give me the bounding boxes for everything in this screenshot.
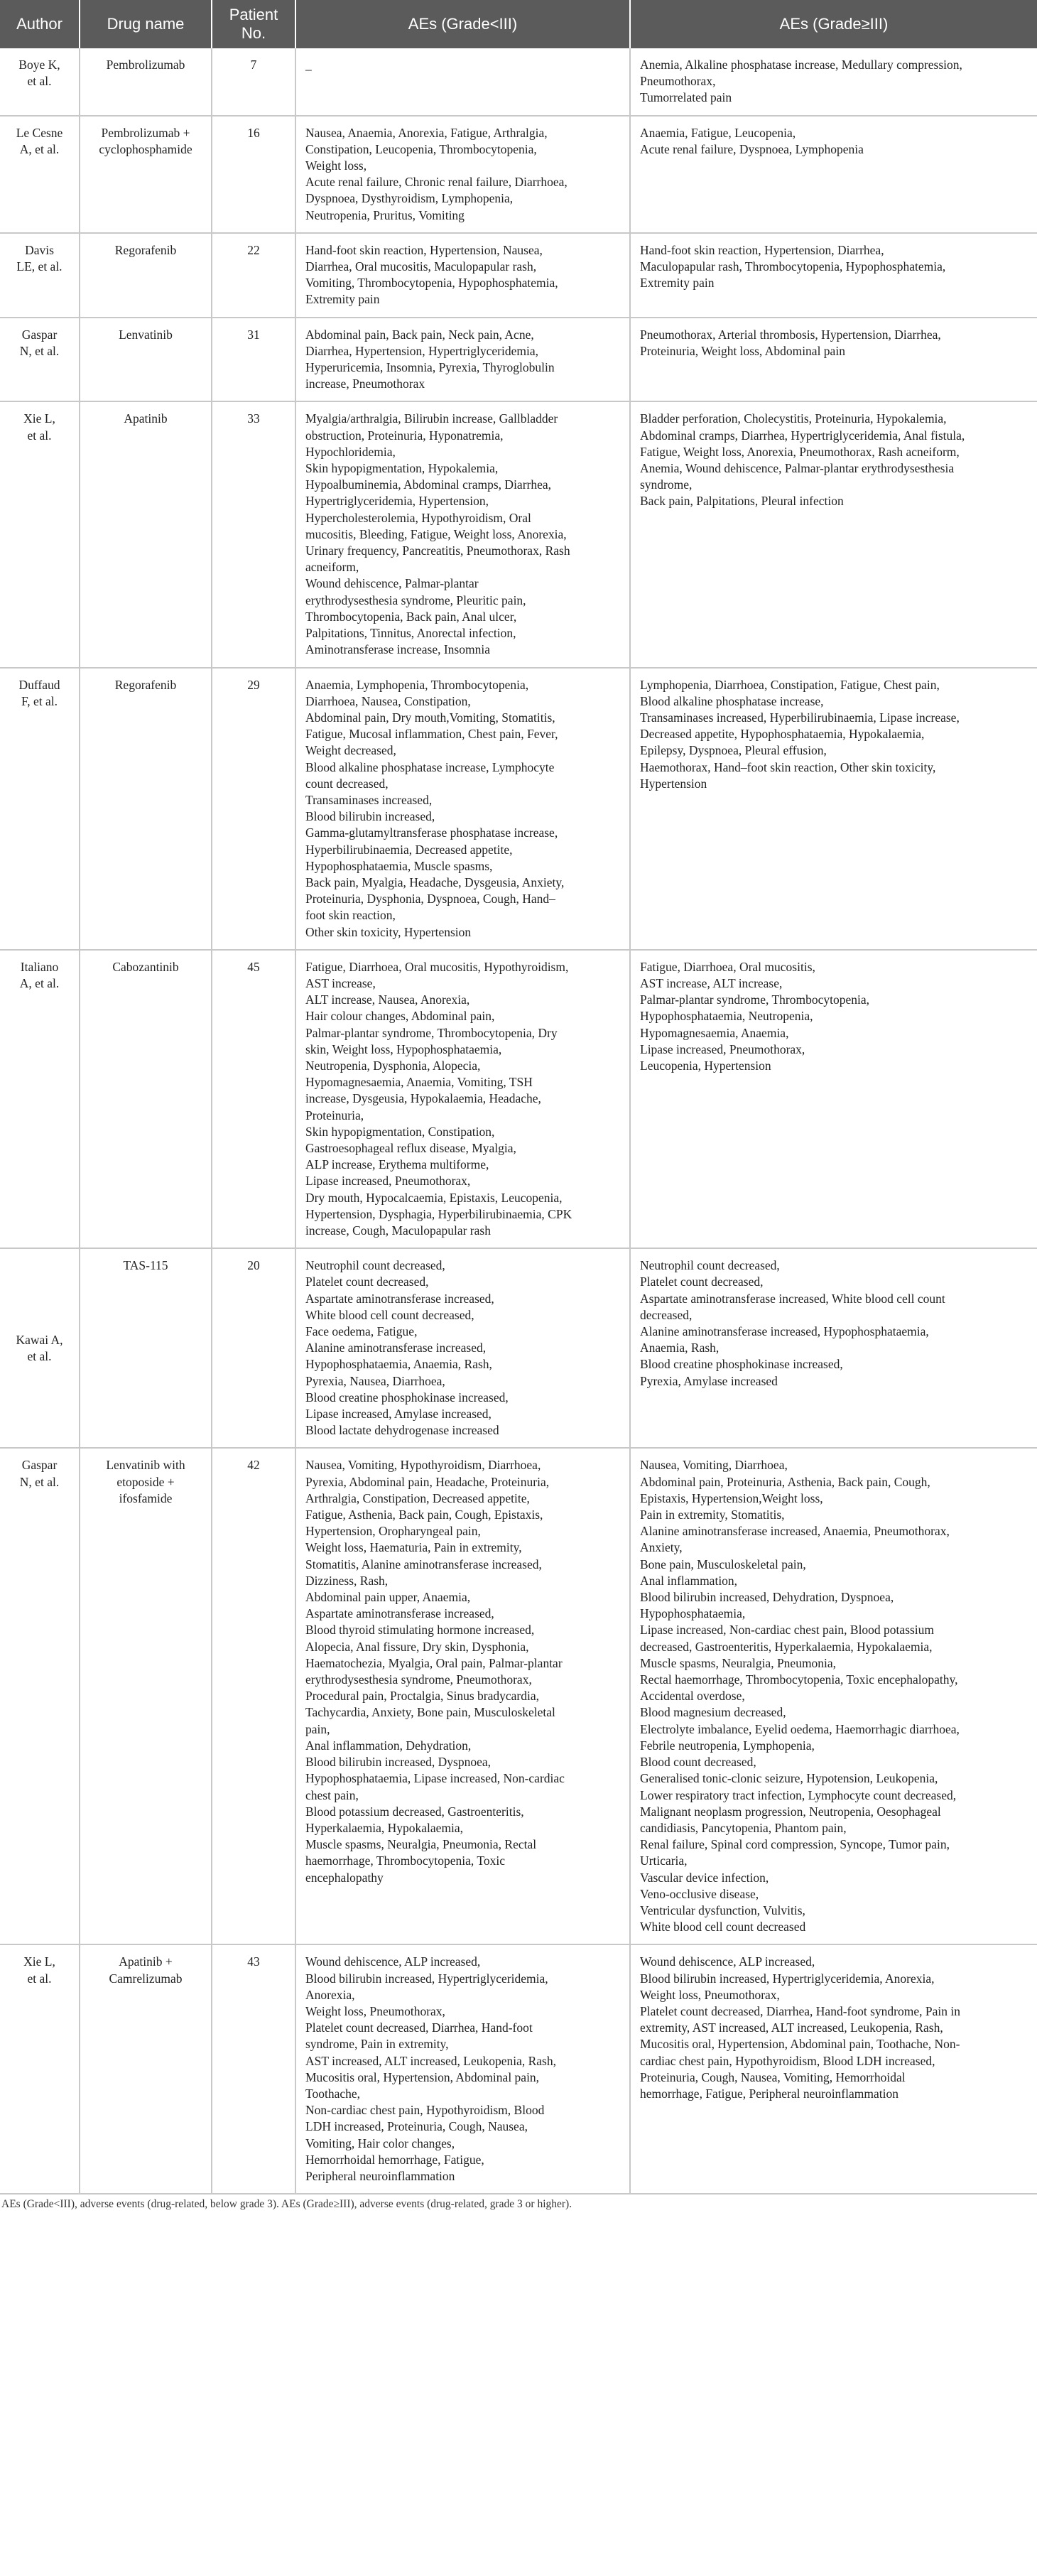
patient-count-cell: 31 <box>212 318 295 402</box>
aes-grade-3-or-higher-cell: Wound dehiscence, ALP increased, Blood bilirubin increased, Hypertriglyceridemia, Anorexia, Weight loss, Pneumothorax, Platelet count decreased, Diarrhea, Hand-foot syndrome, Pain in extremity, AST increased, ALT increased, Leukopenia, Rash, Mucositis oral, Hypertension, Abdominal pain, Toothache, Non- cardiac chest pain, Hypothyroidism, Blood LDH increased, Proteinuria, Cough, Nausea, Vomiting, Hemorrhoidal hemorrhage, Fatigue, Peripheral neuroinflammation <box>630 1944 1037 2194</box>
author-cell: Gaspar N, et al. <box>0 318 80 402</box>
aes-grade-3-or-higher-cell: Hand-foot skin reaction, Hypertension, Diarrhea, Maculopapular rash, Thrombocytopenia, Hypophosphatemia, Extremity pain <box>630 233 1037 318</box>
aes-grade-3-or-higher-cell: Fatigue, Diarrhoea, Oral mucositis, AST increase, ALT increase, Palmar-plantar syndrome, Thrombocytopenia, Hypophosphataemia, Neutropenia, Hypomagnesaemia, Anaemia, Lipase increased, Pneumothorax, Leucopenia, Hypertension <box>630 950 1037 1248</box>
drug-name-cell: Pembrolizumab <box>80 48 212 116</box>
aes-grade-3-or-higher-cell: Bladder perforation, Cholecystitis, Proteinuria, Hypokalemia, Abdominal cramps, Diarrhea, Hypertriglyceridemia, Anal fistula, Fatigue, Weight loss, Anorexia, Pneumothorax, Rash acneiform, Anemia, Wound dehiscence, Palmar-plantar erythrodysesthesia syndrome, Back pain, Palpitations, Pleural infection <box>630 401 1037 667</box>
aes-grade-3-or-higher-cell: Nausea, Vomiting, Diarrhoea, Abdominal pain, Proteinuria, Asthenia, Back pain, Cough, Epistaxis, Hypertension,Weight loss, Pain in extremity, Stomatitis, Alanine aminotransferase increased, Anaemia, Pneumothorax, Anxiety, Bone pain, Musculoskeletal pain, Anal inflammation, Blood bilirubin increased, Dehydration, Dyspnoea, Hypophosphataemia, Lipase increased, Non-cardiac chest pain, Blood potassium decreased, Gastroenteritis, Hyperkalaemia, Hypokalaemia, Muscle spasms, Neuralgia, Pneumonia, Rectal haemorrhage, Thrombocytopenia, Toxic encephalopathy, Accidental overdose, Blood magnesium decreased, Electrolyte imbalance, Eyelid oedema, Haemorrhagic diarrhoea, Febrile neutropenia, Lymphopenia, Blood count decreased, Generalised tonic-clonic seizure, Hypotension, Leukopenia, Lower respiratory tract infection, Lymphocyte count decreased, Malignant neoplasm progression, Neutropenia, Oesophageal candidiasis, Pancytopenia, Phantom pain, Renal failure, Spinal cord compression, Syncope, Tumor pain, Urticaria, Vascular device infection, Veno-occlusive disease, Ventricular dysfunction, Vulvitis, White blood cell count decreased <box>630 1448 1037 1944</box>
header-aes-below-grade-3: AEs (Grade<III) <box>295 0 630 48</box>
table-row <box>0 116 1037 233</box>
drug-name-cell: Lenvatinib with etoposide + ifosfamide <box>80 1448 212 1944</box>
drug-name-cell: Apatinib + Camrelizumab <box>80 1944 212 2194</box>
aes-below-grade-3-cell: Hand-foot skin reaction, Hypertension, Nausea, Diarrhea, Oral mucositis, Maculopapular rash, Vomiting, Thrombocytopenia, Hypophosphatemia, Extremity pain <box>295 233 630 318</box>
table-row <box>0 950 1037 1248</box>
author-cell: Le Cesne A, et al. <box>0 116 80 233</box>
drug-name-cell: Cabozantinib <box>80 950 212 1248</box>
aes-below-grade-3-cell: Wound dehiscence, ALP increased, Blood bilirubin increased, Hypertriglyceridemia, Anorexia, Weight loss, Pneumothorax, Platelet count decreased, Diarrhea, Hand-foot syndrome, Pain in extremity, AST increased, ALT increased, Leukopenia, Rash, Mucositis oral, Hypertension, Abdominal pain, Toothache, Non-cardiac chest pain, Hypothyroidism, Blood LDH increased, Proteinuria, Cough, Nausea, Vomiting, Hair color changes, Hemorrhoidal hemorrhage, Fatigue, Peripheral neuroinflammation <box>295 1944 630 2194</box>
table-row <box>0 1248 1037 1448</box>
author-cell: Duffaud F, et al. <box>0 668 80 950</box>
patient-count-cell: 20 <box>212 1248 295 1448</box>
patient-count-cell: 29 <box>212 668 295 950</box>
table-row <box>0 233 1037 318</box>
drug-name-cell: Lenvatinib <box>80 318 212 402</box>
header-aes-grade-3-or-higher: AEs (Grade≥III) <box>630 0 1037 48</box>
drug-name-cell: Regorafenib <box>80 668 212 950</box>
author-cell: Italiano A, et al. <box>0 950 80 1248</box>
table-body <box>0 48 1037 2194</box>
aes-grade-3-or-higher-cell: Anaemia, Fatigue, Leucopenia, Acute renal failure, Dyspnoea, Lymphopenia <box>630 116 1037 233</box>
table-row <box>0 318 1037 402</box>
header-patient-no: Patient No. <box>212 0 295 48</box>
aes-below-grade-3-cell: Abdominal pain, Back pain, Neck pain, Acne, Diarrhea, Hypertension, Hypertriglyceridemia, Hyperuricemia, Insomnia, Pyrexia, Thyroglobulin increase, Pneumothorax <box>295 318 630 402</box>
author-cell: Kawai A, et al. <box>0 1248 80 1448</box>
aes-grade-3-or-higher-cell: Anemia, Alkaline phosphatase increase, Medullary compression, Pneumothorax, Tumorrelated pain <box>630 48 1037 116</box>
table-header-row <box>0 0 1037 48</box>
aes-below-grade-3-cell: Nausea, Vomiting, Hypothyroidism, Diarrhoea, Pyrexia, Abdominal pain, Headache, Proteinuria, Arthralgia, Constipation, Decreased appetite, Fatigue, Asthenia, Back pain, Cough, Epistaxis, Hypertension, Oropharyngeal pain, Weight loss, Haematuria, Pain in extremity, Stomatitis, Alanine aminotransferase increased, Dizziness, Rash, Abdominal pain upper, Anaemia, Aspartate aminotransferase increased, Blood thyroid stimulating hormone increased, Alopecia, Anal fissure, Dry skin, Dysphonia, Haematochezia, Myalgia, Oral pain, Palmar-plantar erythrodysesthesia syndrome, Pneumothorax, Procedural pain, Proctalgia, Sinus bradycardia, Tachycardia, Anxiety, Bone pain, Musculoskeletal pain, Anal inflammation, Dehydration, Blood bilirubin increased, Dyspnoea, Hypophosphataemia, Lipase increased, Non-cardiac chest pain, Blood potassium decreased, Gastroenteritis, Hyperkalaemia, Hypokalaemia, Muscle spasms, Neuralgia, Pneumonia, Rectal haemorrhage, Thrombocytopenia, Toxic encephalopathy <box>295 1448 630 1944</box>
table-footnote: AEs (Grade<III), adverse events (drug-related, below grade 3). AEs (Grade≥III), adverse events (drug-related, grade 3 or higher). <box>1 2198 572 2211</box>
aes-below-grade-3-cell: Neutrophil count decreased, Platelet count decreased, Aspartate aminotransferase increased, White blood cell count decreased, Face oedema, Fatigue, Alanine aminotransferase increased, Hypophosphataemia, Anaemia, Rash, Pyrexia, Nausea, Diarrhoea, Blood creatine phosphokinase increased, Lipase increased, Amylase increased, Blood lactate dehydrogenase increased <box>295 1248 630 1448</box>
author-cell: Gaspar N, et al. <box>0 1448 80 1944</box>
header-drug-name: Drug name <box>80 0 212 48</box>
aes-below-grade-3-cell: Myalgia/arthralgia, Bilirubin increase, Gallbladder obstruction, Proteinuria, Hyponatremia, Hypochloridemia, Skin hypopigmentation, Hypokalemia, Hypoalbuminemia, Abdominal cramps, Diarrhea, Hypertriglyceridemia, Hypertension, Hypercholesterolemia, Hypothyroidism, Oral mucositis, Bleeding, Fatigue, Weight loss, Anorexia, Urinary frequency, Pancreatitis, Pneumothorax, Rash acneiform, Wound dehiscence, Palmar-plantar erythrodysesthesia syndrome, Pleuritic pain, Thrombocytopenia, Back pain, Anal ulcer, Palpitations, Tinnitus, Anorectal infection, Aminotransferase increase, Insomnia <box>295 401 630 667</box>
drug-name-cell: Apatinib <box>80 401 212 667</box>
drug-name-cell: Pembrolizumab + cyclophosphamide <box>80 116 212 233</box>
aes-below-grade-3-cell: Anaemia, Lymphopenia, Thrombocytopenia, Diarrhoea, Nausea, Constipation, Abdominal pain, Dry mouth,Vomiting, Stomatitis, Fatigue, Mucosal inflammation, Chest pain, Fever, Weight decreased, Blood alkaline phosphatase increase, Lymphocyte count decreased, Transaminases increased, Blood bilirubin increased, Gamma-glutamyltransferase phosphatase increase, Hyperbilirubinaemia, Decreased appetite, Hypophosphataemia, Muscle spasms, Back pain, Myalgia, Headache, Dysgeusia, Anxiety, Proteinuria, Dysphonia, Dyspnoea, Cough, Hand– foot skin reaction, Other skin toxicity, Hypertension <box>295 668 630 950</box>
patient-count-cell: 33 <box>212 401 295 667</box>
aes-grade-3-or-higher-cell: Pneumothorax, Arterial thrombosis, Hypertension, Diarrhea, Proteinuria, Weight loss, Abdominal pain <box>630 318 1037 402</box>
aes-below-grade-3-cell: Fatigue, Diarrhoea, Oral mucositis, Hypothyroidism, AST increase, ALT increase, Nausea, Anorexia, Hair colour changes, Abdominal pain, Palmar-plantar syndrome, Thrombocytopenia, Dry skin, Weight loss, Hypophosphataemia, Neutropenia, Dysphonia, Alopecia, Hypomagnesaemia, Anaemia, Vomiting, TSH increase, Dysgeusia, Hypokalaemia, Headache, Proteinuria, Skin hypopigmentation, Constipation, Gastroesophageal reflux disease, Myalgia, ALP increase, Erythema multiforme, Lipase increased, Pneumothorax, Dry mouth, Hypocalcaemia, Epistaxis, Leucopenia, Hypertension, Dysphagia, Hyperbilirubinaemia, CPK increase, Cough, Maculopapular rash <box>295 950 630 1248</box>
author-cell: Davis LE, et al. <box>0 233 80 318</box>
table-row <box>0 668 1037 950</box>
patient-count-cell: 43 <box>212 1944 295 2194</box>
patient-count-cell: 16 <box>212 116 295 233</box>
table-row <box>0 1448 1037 1944</box>
drug-name-cell: Regorafenib <box>80 233 212 318</box>
author-cell: Boye K, et al. <box>0 48 80 116</box>
table-row <box>0 401 1037 667</box>
header-author: Author <box>0 0 80 48</box>
table-row <box>0 1944 1037 2194</box>
patient-count-cell: 45 <box>212 950 295 1248</box>
aes-below-grade-3-cell: _ <box>295 48 630 116</box>
table-row <box>0 48 1037 116</box>
aes-below-grade-3-cell: Nausea, Anaemia, Anorexia, Fatigue, Arthralgia, Constipation, Leucopenia, Thrombocytopenia, Weight loss, Acute renal failure, Chronic renal failure, Diarrhoea, Dyspnoea, Dysthyroidism, Lymphopenia, Neutropenia, Pruritus, Vomiting <box>295 116 630 233</box>
drug-name-cell: TAS-115 <box>80 1248 212 1448</box>
patient-count-cell: 7 <box>212 48 295 116</box>
aes-grade-3-or-higher-cell: Lymphopenia, Diarrhoea, Constipation, Fatigue, Chest pain, Blood alkaline phosphatase increase, Transaminases increased, Hyperbilirubinaemia, Lipase increase, Decreased appetite, Hypophosphataemia, Hypokalaemia, Epilepsy, Dyspnoea, Pleural effusion, Haemothorax, Hand–foot skin reaction, Other skin toxicity, Hypertension <box>630 668 1037 950</box>
patient-count-cell: 42 <box>212 1448 295 1944</box>
author-cell: Xie L, et al. <box>0 401 80 667</box>
author-cell: Xie L, et al. <box>0 1944 80 2194</box>
aes-grade-3-or-higher-cell: Neutrophil count decreased, Platelet count decreased, Aspartate aminotransferase increased, White blood cell count decreased, Alanine aminotransferase increased, Hypophosphataemia, Anaemia, Rash, Blood creatine phosphokinase increased, Pyrexia, Amylase increased <box>630 1248 1037 1448</box>
patient-count-cell: 22 <box>212 233 295 318</box>
